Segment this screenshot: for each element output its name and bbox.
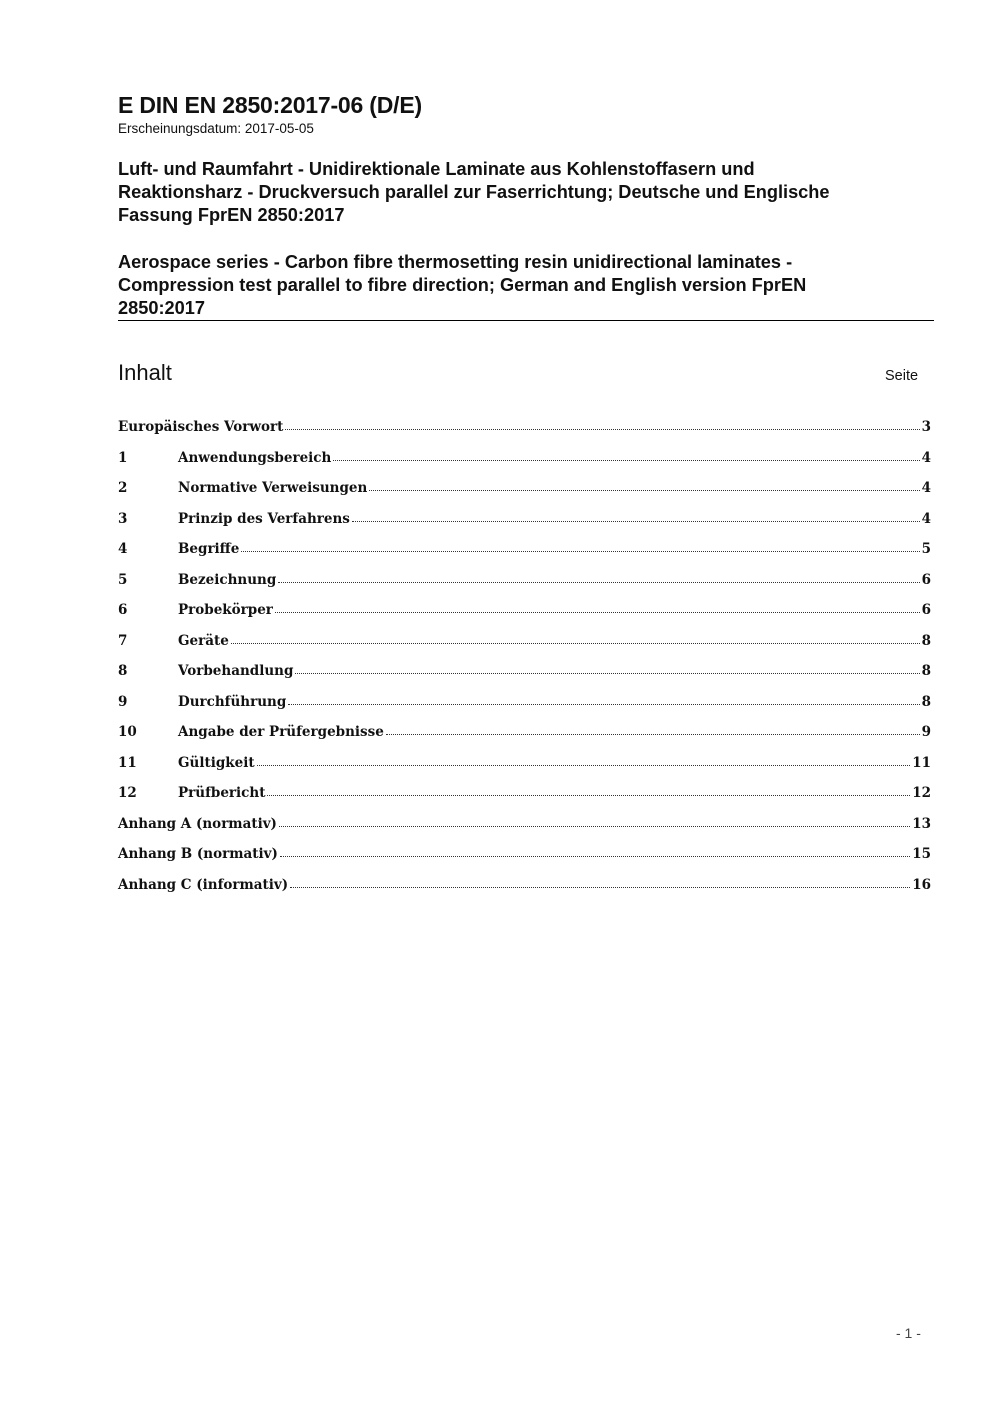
toc-entry-number: 4 [118,541,128,557]
toc-entry-title: Angabe der Prüfergebnisse [178,724,384,740]
toc-entry-page: 13 [912,815,931,832]
header-divider [118,320,934,321]
title-english-line: 2850:2017 [118,298,205,318]
toc-entry[interactable] [118,813,931,844]
toc-entry-title: Gültigkeit [178,754,255,771]
toc-entry-page: 16 [912,876,931,893]
toc-heading: Inhalt [118,360,172,385]
toc-dot-leader [241,550,919,552]
toc-entry[interactable] [118,721,931,752]
toc-entry-number: 9 [118,693,128,710]
toc-entry[interactable] [118,599,931,630]
toc-entry-page: 6 [921,602,931,618]
toc-entry[interactable] [118,691,931,722]
toc-entry-page: 8 [921,693,931,710]
toc-entry-number: 1 [118,449,128,466]
toc-dot-leader [275,611,920,613]
toc-entry-title: Anhang C (informativ) [118,876,289,893]
toc-entry-number: 6 [118,602,128,618]
toc-entry-page: 8 [921,632,931,649]
title-german-line: Luft- und Raumfahrt - Unidirektionale Laminate aus Kohlenstoffasern und [118,159,755,179]
toc-dot-leader [267,794,910,796]
toc-entry-page: 8 [921,663,931,679]
toc-entry-number: 12 [118,785,137,801]
toc-dot-leader [290,886,910,888]
toc-entry-page: 15 [912,846,931,862]
toc-entry[interactable] [118,569,931,600]
toc-page-column-label: Seite [885,368,919,384]
toc-entry-title: Probekörper [178,602,273,618]
toc-entry-title: Anhang A (normativ) [118,815,277,832]
title-english [118,251,918,320]
toc-entry-page: 9 [921,724,931,740]
toc-entry-number: 3 [118,510,128,527]
toc-dot-leader [279,825,910,827]
title-english-line: Aerospace series - Carbon fibre thermosetting resin unidirectional laminates - [118,252,793,272]
toc-entry[interactable] [118,660,931,691]
toc-entry-page: 5 [921,541,931,557]
toc-entry-title: Normative Verweisungen [178,480,368,496]
title-german [118,158,918,227]
toc-entry[interactable] [118,508,931,539]
title-english-line: Compression test parallel to fibre direction; German and English version FprEN [118,275,807,295]
toc-entry-page: 4 [921,449,931,466]
toc-entry-title: Europäisches Vorwort [118,419,284,435]
toc-entry-number: 10 [118,724,137,740]
toc-dot-leader [333,459,919,461]
page-number: - 1 - [896,1325,921,1341]
table-of-contents [118,416,931,904]
toc-entry-page: 4 [921,480,931,496]
toc-entry[interactable] [118,630,931,661]
toc-dot-leader [295,672,919,674]
toc-dot-leader [386,733,920,735]
toc-entry-page: 3 [921,419,931,435]
document-id: E DIN EN 2850:2017-06 (D/E) [118,92,422,118]
toc-entry-title: Prüfbericht [178,785,266,801]
toc-dot-leader [285,428,919,430]
toc-entry-page: 12 [912,785,931,801]
toc-entry-title: Anwendungsbereich [178,449,332,466]
toc-entry-title: Anhang B (normativ) [118,846,278,862]
toc-entry-title: Bezeichnung [178,571,277,588]
toc-dot-leader [231,642,920,644]
toc-dot-leader [280,855,910,857]
toc-entry[interactable] [118,843,931,874]
toc-entry-number: 5 [118,571,128,588]
toc-entry-title: Vorbehandlung [178,663,294,679]
toc-entry-title: Prinzip des Verfahrens [178,510,350,527]
publication-date: Erscheinungsdatum: 2017-05-05 [118,121,314,136]
toc-entry[interactable] [118,782,931,813]
toc-entry[interactable] [118,477,931,508]
toc-dot-leader [352,520,920,522]
toc-entry[interactable] [118,416,931,447]
toc-entry-number: 8 [118,663,128,679]
toc-entry-number: 11 [118,754,137,771]
toc-entry-title: Durchführung [178,693,287,710]
title-german-line: Reaktionsharz - Druckversuch parallel zur Faserrichtung; Deutsche und Englische [118,182,830,202]
toc-dot-leader [257,764,911,766]
toc-entry-page: 4 [921,510,931,527]
toc-entry[interactable] [118,447,931,478]
toc-entry-number: 2 [118,480,128,496]
toc-entry-title: Begriffe [178,541,240,557]
toc-dot-leader [278,581,919,583]
toc-entry[interactable] [118,874,931,905]
toc-entry-number: 7 [118,632,128,649]
toc-entry[interactable] [118,538,931,569]
toc-dot-leader [288,703,919,705]
toc-dot-leader [369,489,919,491]
toc-entry-page: 6 [921,571,931,588]
title-german-line: Fassung FprEN 2850:2017 [118,205,345,225]
toc-entry-page: 11 [912,754,931,771]
toc-entry[interactable] [118,752,931,783]
toc-entry-title: Geräte [178,632,229,649]
